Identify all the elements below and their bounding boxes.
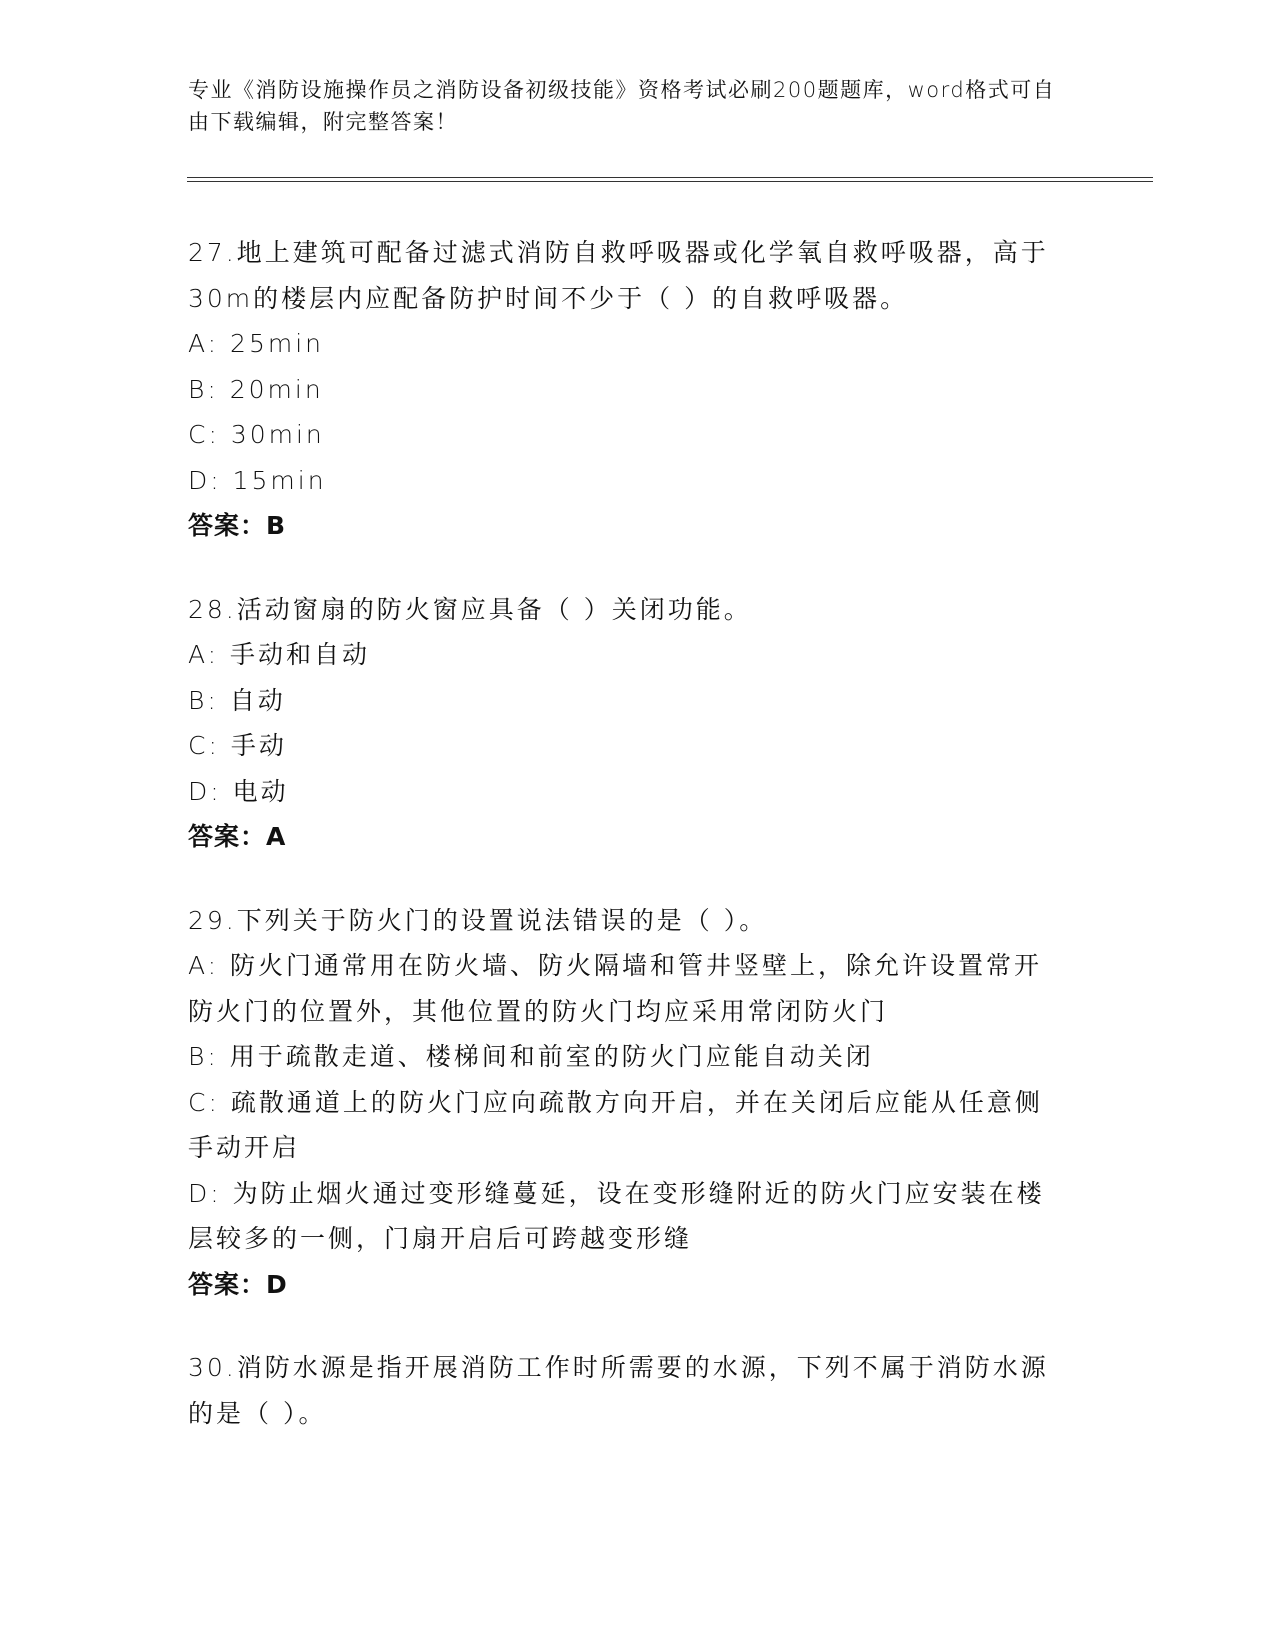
option-a: A: 防火门通常用在防火墙、防火隔墙和管井竖壁上，除允许设置常开防火门的位置外，其他位置的防火门均应采用常闭防火门 <box>188 951 1043 1026</box>
option-d: D: 为防止烟火通过变形缝蔓延，设在变形缝附近的防火门应安装在楼层较多的一侧，门扇开启后可跨越变形缝 <box>188 1178 1045 1253</box>
question-stem: 27.地上建筑可配备过滤式消防自救呼吸器或化学氧自救呼吸器，高于30m的楼层内应配备防护时间不少于（ ）的自救呼吸器。 <box>188 238 1049 313</box>
option-b: B: 自动 <box>188 685 286 715</box>
question-stem: 28.活动窗扇的防火窗应具备（ ）关闭功能。 <box>188 594 752 624</box>
option-c: C: 疏散通道上的防火门应向疏散方向开启，并在关闭后应能从任意侧手动开启 <box>188 1087 1043 1162</box>
option-b: B: 20min <box>188 374 324 404</box>
option-d: D: 电动 <box>188 776 289 806</box>
document-header: 专业《消防设施操作员之消防设备初级技能》资格考试必刷200题题库，word格式可自由下载编辑，附完整答案！ <box>188 78 1056 134</box>
option-a: A: 25min <box>188 329 324 358</box>
question-30 <box>188 1345 1068 1436</box>
question-list <box>188 230 1068 1474</box>
answer-label: 答案：D <box>188 1269 288 1299</box>
header-divider-top <box>187 177 1153 178</box>
question-28 <box>188 587 1068 860</box>
option-d: D: 15min <box>188 465 327 495</box>
option-a: A: 手动和自动 <box>188 640 371 669</box>
question-stem: 29.下列关于防火门的设置说法错误的是（ ）。 <box>188 905 768 935</box>
question-stem: 30.消防水源是指开展消防工作时所需要的水源，下列不属于消防水源的是（ ）。 <box>188 1353 1049 1428</box>
answer-label: 答案：B <box>188 511 287 540</box>
question-29 <box>188 898 1068 1308</box>
question-27 <box>188 230 1068 549</box>
option-b: B: 用于疏散走道、楼梯间和前室的防火门应能自动关闭 <box>188 1042 874 1071</box>
option-c: C: 手动 <box>188 731 287 760</box>
option-c: C: 30min <box>188 420 325 449</box>
answer-label: 答案：A <box>188 822 287 851</box>
header-divider-bottom <box>187 181 1153 182</box>
